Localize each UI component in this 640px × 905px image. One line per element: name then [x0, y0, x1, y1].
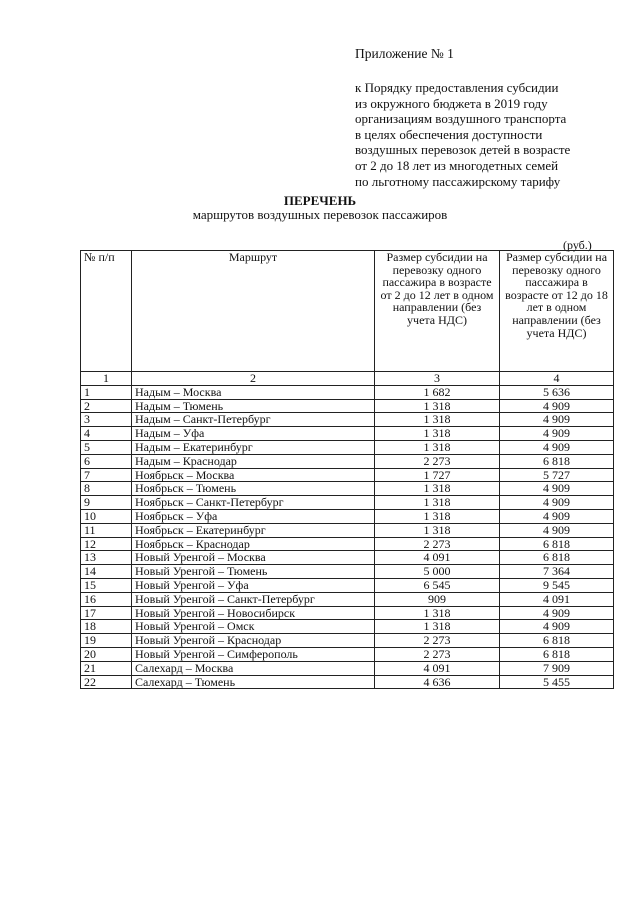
- subsidy-2-12: 5 000: [375, 565, 500, 579]
- route-name: Новый Уренгой – Санкт-Петербург: [132, 592, 375, 606]
- document-title: ПЕРЕЧЕНЬ: [283, 193, 357, 208]
- subsidy-12-18: 6 818: [500, 634, 614, 648]
- subsidy-12-18: 4 909: [500, 496, 614, 510]
- subsidy-12-18: 5 455: [500, 675, 614, 689]
- table-row: [81, 661, 614, 675]
- table-row: [81, 523, 614, 537]
- reference-line: воздушных перевозок детей в возрасте: [355, 142, 571, 158]
- subsidy-12-18: 9 545: [500, 578, 614, 592]
- subsidy-2-12: 2 273: [375, 647, 500, 661]
- route-name: Надым – Краснодар: [132, 454, 375, 468]
- column-index: 1: [81, 372, 132, 386]
- subsidy-12-18: 4 909: [500, 482, 614, 496]
- route-name: Ноябрьск – Санкт-Петербург: [132, 496, 375, 510]
- appendix-reference: [355, 80, 570, 189]
- subsidy-2-12: 4 091: [375, 661, 500, 675]
- subsidy-2-12: 2 273: [375, 634, 500, 648]
- subsidy-12-18: 4 909: [500, 440, 614, 454]
- table-row: [81, 578, 614, 592]
- subsidy-12-18: 6 818: [500, 551, 614, 565]
- subsidy-2-12: 2 273: [375, 537, 500, 551]
- row-number: 1: [81, 385, 132, 399]
- subsidy-2-12: 1 318: [375, 523, 500, 537]
- reference-line: организациям воздушного транспорта: [355, 111, 567, 127]
- column-header-number: № п/п: [81, 251, 132, 372]
- subsidy-2-12: 1 682: [375, 385, 500, 399]
- column-header-subsidy-2-12: Размер субсидии на перевозку одного пассажира в возрасте от 2 до 12 лет в одном направлении (без учета НДС): [375, 251, 500, 372]
- currency-unit: (руб.): [563, 238, 592, 252]
- table-row: [81, 385, 614, 399]
- subsidy-2-12: 1 727: [375, 468, 500, 482]
- table-row: [81, 427, 614, 441]
- table-row: [81, 509, 614, 523]
- row-number: 21: [81, 661, 132, 675]
- route-name: Надым – Уфа: [132, 427, 375, 441]
- row-number: 13: [81, 551, 132, 565]
- subsidy-2-12: 1 318: [375, 440, 500, 454]
- route-name: Новый Уренгой – Уфа: [132, 578, 375, 592]
- subsidy-2-12: 4 636: [375, 675, 500, 689]
- subsidy-12-18: 4 909: [500, 427, 614, 441]
- table-row: [81, 606, 614, 620]
- subsidy-2-12: 1 318: [375, 509, 500, 523]
- subsidy-2-12: 909: [375, 592, 500, 606]
- subsidy-2-12: 6 545: [375, 578, 500, 592]
- row-number: 14: [81, 565, 132, 579]
- row-number: 8: [81, 482, 132, 496]
- route-name: Ноябрьск – Краснодар: [132, 537, 375, 551]
- route-name: Новый Уренгой – Омск: [132, 620, 375, 634]
- table-row: [81, 592, 614, 606]
- row-number: 4: [81, 427, 132, 441]
- table-row: [81, 634, 614, 648]
- reference-line: к Порядку предоставления субсидии: [355, 80, 559, 95]
- subsidy-2-12: 4 091: [375, 551, 500, 565]
- subsidy-12-18: 6 818: [500, 454, 614, 468]
- row-number: 3: [81, 413, 132, 427]
- column-header-route: Маршрут: [132, 251, 375, 372]
- appendix-number: Приложение № 1: [355, 46, 454, 61]
- reference-line: по льготному пассажирскому тарифу: [355, 173, 561, 189]
- route-name: Новый Уренгой – Краснодар: [132, 634, 375, 648]
- route-name: Надым – Тюмень: [132, 399, 375, 413]
- subsidy-2-12: 1 318: [375, 413, 500, 427]
- table-row: [81, 537, 614, 551]
- table-row: [81, 468, 614, 482]
- subsidy-2-12: 1 318: [375, 496, 500, 510]
- row-number: 19: [81, 634, 132, 648]
- route-name: Новый Уренгой – Москва: [132, 551, 375, 565]
- subsidy-12-18: 4 909: [500, 620, 614, 634]
- subsidy-12-18: 5 727: [500, 468, 614, 482]
- table-row: [81, 482, 614, 496]
- subsidy-12-18: 4 909: [500, 509, 614, 523]
- table-header-row: [81, 251, 614, 372]
- row-number: 16: [81, 592, 132, 606]
- subsidy-12-18: 4 909: [500, 523, 614, 537]
- route-name: Салехард – Тюмень: [132, 675, 375, 689]
- row-number: 20: [81, 647, 132, 661]
- reference-line: из окружного бюджета в 2019 году: [355, 95, 548, 111]
- row-number: 5: [81, 440, 132, 454]
- subsidy-12-18: 7 909: [500, 661, 614, 675]
- column-index: 2: [132, 372, 375, 386]
- row-number: 18: [81, 620, 132, 634]
- route-name: Надым – Екатеринбург: [132, 440, 375, 454]
- row-number: 6: [81, 454, 132, 468]
- route-name: Новый Уренгой – Тюмень: [132, 565, 375, 579]
- subsidy-2-12: 1 318: [375, 427, 500, 441]
- subsidy-2-12: 1 318: [375, 482, 500, 496]
- table-row: [81, 496, 614, 510]
- route-name: Надым – Москва: [132, 385, 375, 399]
- route-name: Ноябрьск – Тюмень: [132, 482, 375, 496]
- route-name: Ноябрьск – Уфа: [132, 509, 375, 523]
- row-number: 2: [81, 399, 132, 413]
- column-header-subsidy-12-18: Размер субсидии на перевозку одного пассажира в возрасте от 12 до 18 лет в одном направлении (без учета НДС): [500, 251, 614, 372]
- table-row: [81, 565, 614, 579]
- subsidy-12-18: 6 818: [500, 537, 614, 551]
- reference-line: от 2 до 18 лет из многодетных семей: [355, 157, 559, 173]
- table-row: [81, 440, 614, 454]
- row-number: 11: [81, 523, 132, 537]
- route-name: Салехард – Москва: [132, 661, 375, 675]
- subsidy-2-12: 1 318: [375, 399, 500, 413]
- subsidy-2-12: 2 273: [375, 454, 500, 468]
- column-index-row: [81, 372, 614, 386]
- row-number: 12: [81, 537, 132, 551]
- row-number: 7: [81, 468, 132, 482]
- route-name: Надым – Санкт-Петербург: [132, 413, 375, 427]
- routes-table: [80, 250, 614, 689]
- row-number: 9: [81, 496, 132, 510]
- row-number: 15: [81, 578, 132, 592]
- subsidy-12-18: 7 364: [500, 565, 614, 579]
- subsidy-12-18: 6 818: [500, 647, 614, 661]
- route-name: Ноябрьск – Москва: [132, 468, 375, 482]
- table-row: [81, 413, 614, 427]
- subsidy-2-12: 1 318: [375, 620, 500, 634]
- reference-line: в целях обеспечения доступности: [355, 126, 543, 142]
- row-number: 10: [81, 509, 132, 523]
- column-index: 3: [375, 372, 500, 386]
- document-subtitle: маршрутов воздушных перевозок пассажиров: [192, 207, 448, 222]
- subsidy-12-18: 4 091: [500, 592, 614, 606]
- table-row: [81, 551, 614, 565]
- route-name: Новый Уренгой – Новосибирск: [132, 606, 375, 620]
- table-row: [81, 675, 614, 689]
- column-index: 4: [500, 372, 614, 386]
- subsidy-12-18: 4 909: [500, 413, 614, 427]
- row-number: 17: [81, 606, 132, 620]
- subsidy-12-18: 4 909: [500, 399, 614, 413]
- table-row: [81, 454, 614, 468]
- table-row: [81, 647, 614, 661]
- subsidy-2-12: 1 318: [375, 606, 500, 620]
- route-name: Ноябрьск – Екатеринбург: [132, 523, 375, 537]
- table-row: [81, 399, 614, 413]
- subsidy-12-18: 5 636: [500, 385, 614, 399]
- table-row: [81, 620, 614, 634]
- subsidy-12-18: 4 909: [500, 606, 614, 620]
- route-name: Новый Уренгой – Симферополь: [132, 647, 375, 661]
- row-number: 22: [81, 675, 132, 689]
